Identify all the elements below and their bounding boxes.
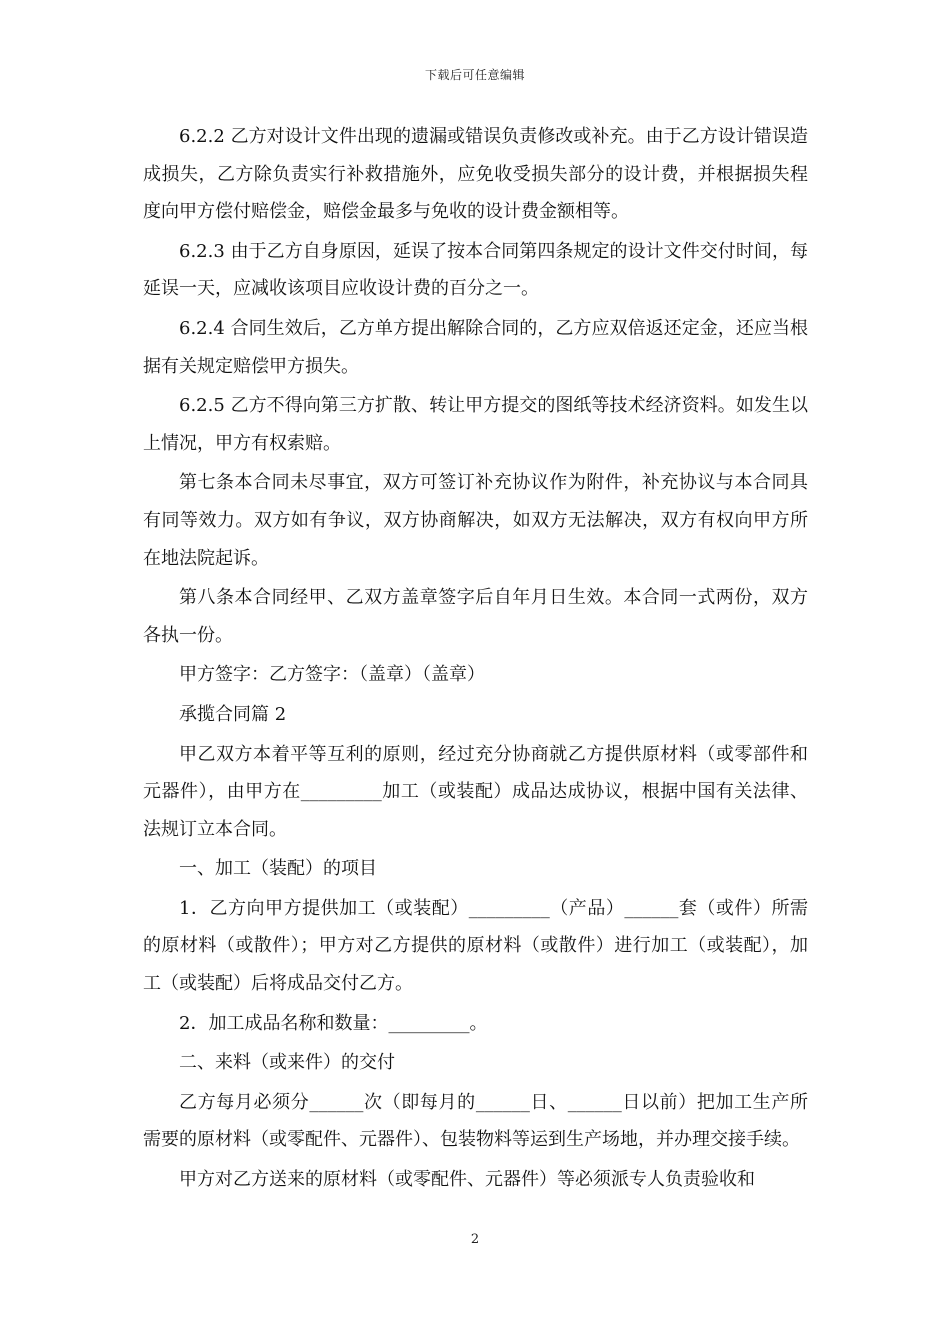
paragraph-article-7: 第七条本合同未尽事宜，双方可签订补充协议作为附件，补充协议与本合同具有同等效力。双方如有争议，双方协商解决，如双方无法解决，双方有权向甲方所在地法院起诉。 [143,472,808,569]
paragraph-item-1: 1．乙方向甲方提供加工（或装配）_________（产品）______套（或件）所需的原材料（或散件）；甲方对乙方提供的原材料（或散件）进行加工（或装配），加工（或装配）后将成品交付乙方。 [143,897,808,995]
paragraph-6-2-2: 6.2.2 乙方对设计文件出现的遗漏或错误负责修改或补充。由于乙方设计错误造成损失，乙方除负责实行补救措施外，应免收受损失部分的设计费，并根据损失程度向甲方偿付赔偿金，赔偿金最多与免收的设计费金额相等。 [143,126,808,223]
paragraph-6-2-4: 6.2.4 合同生效后，乙方单方提出解除合同的，乙方应双倍返还定金，还应当根据有关规定赔偿甲方损失。 [143,317,808,377]
paragraph-item-2: 2．加工成品名称和数量：_________。 [179,1012,488,1034]
section-title: 承揽合同篇 2 [179,703,287,725]
paragraph-6-2-3: 6.2.3 由于乙方自身原因，延误了按本合同第四条规定的设计文件交付时间，每延误一天，应减收该项目应收设计费的百分之一。 [143,240,808,300]
page-number: 2 [470,1232,480,1247]
heading-processing-items: 一、加工（装配）的项目 [179,858,377,880]
document-body [143,118,808,1201]
paragraph-6-2-5: 6.2.5 乙方不得向第三方扩散、转让甲方提交的图纸等技术经济资料。如发生以上情况，甲方有权索赔。 [143,395,808,454]
paragraph-delivery-schedule: 乙方每月必须分______次（即每月的______日、______日以前）把加工生产所需要的原材料（或零配件、元器件）、包装物料等运到生产场地，并办理交接手续。 [143,1091,808,1151]
signature-line: 甲方签字：乙方签字：（盖章）（盖章） [179,664,485,686]
paragraph-inspection: 甲方对乙方送来的原材料（或零配件、元器件）等必须派专人负责验收和 [179,1169,755,1191]
heading-material-delivery: 二、来料（或来件）的交付 [179,1052,395,1074]
paragraph-article-8: 第八条本合同经甲、乙双方盖章签字后自年月日生效。本合同一式两份，双方各执一份。 [143,587,808,646]
page-header: 下载后可任意编辑 [424,68,525,82]
paragraph-preamble: 甲乙双方本着平等互利的原则，经过充分协商就乙方提供原材料（或零部件和元器件），由甲方在_________加工（或装配）成品达成协议，根据中国有关法律、法规订立本合同。 [143,743,808,840]
